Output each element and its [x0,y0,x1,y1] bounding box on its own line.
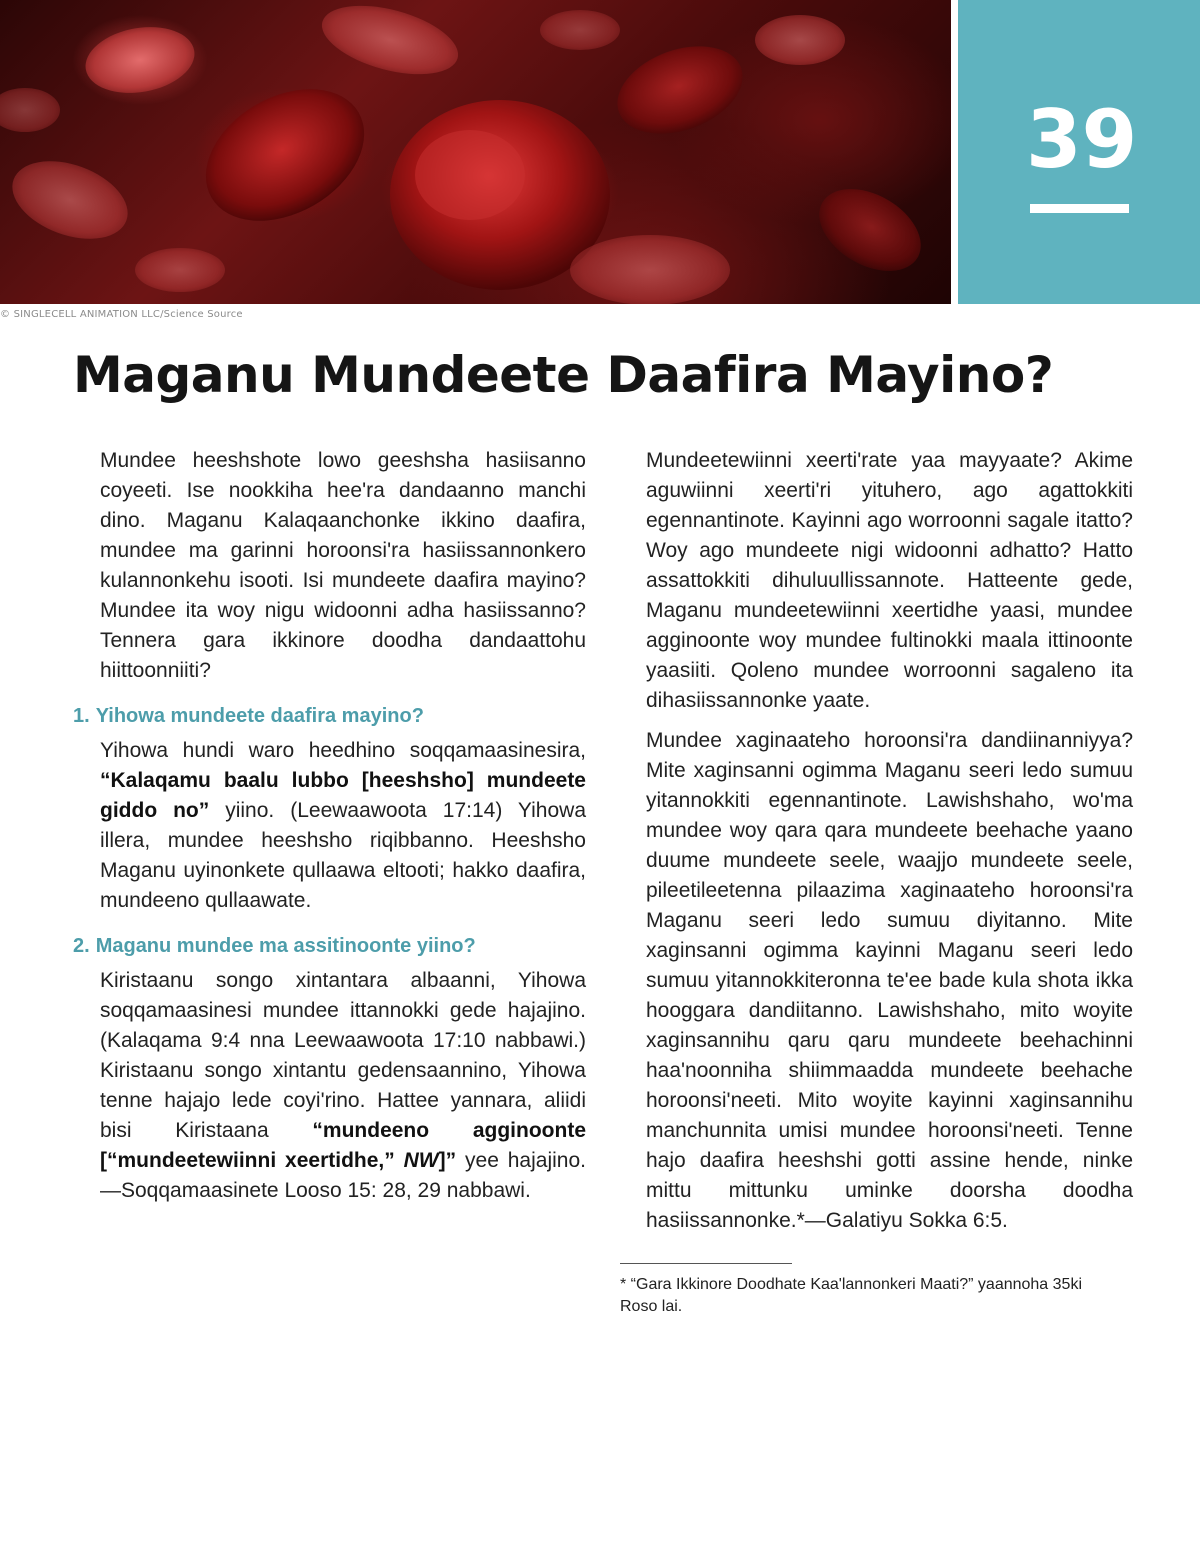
question-text: Yihowa mundeete daafira mayino? [95,705,424,727]
bold-quote: “mundeeno agginoonte [“mundeetewiinni xeertidhe,” [100,1119,587,1172]
bold-quote: “Kalaqamu baalu lubbo [heeshsho] mundeete giddo no” [100,769,586,822]
question-number: 1. [73,705,90,727]
footnote: * “Gara Ikkinore Doodhate Kaa'lannonkeri Maati?” yaannoha 35ki Roso lai. [620,1276,1082,1315]
answer-2-paragraph [100,966,586,1206]
nw-abbrev: NW [403,1149,439,1172]
photo-credit: © SINGLECELL ANIMATION LLC/Science Source [0,309,243,320]
left-column [73,446,586,1206]
red-blood-cells-image [0,0,951,304]
question-text: Maganu mundee ma assitinoonte yiino? [95,935,476,957]
body-paragraph: Mundee xaginaateho horoonsi'ra dandiinanniyya? Mite xaginsanni ogimma Maganu seeri ledo sumuu yitannokkiti egennantinote. Lawishshaho, wo'ma mundee woy qara qara mundeete beehache yaano duume mundeete seele, waajjo mundeete seele, pileetileetenna pilaazima xaginaateho horoonsi'ra Maganu seeri ledo sumuu diyitanno. Mite xaginsanni ogimma kayinni Maganu seeri ledo sumuu yitannokkiteronna te'ee bade kula shota ikka hooggara dandiitanno. Lawishshaho, mito woyite xaginsannihu qaru qaru mundeete beehachinni haa'noonniha shiimmaadda mundeete beehache horoonsi'neeti. Mito woyite kayinni xaginsannihu manchunnita umisi mundee horoonsi'neeti. Tenne hajo daafira heeshshi gotti assine hende, ninke mittu mittunku uminke doorsha doodha hasiissannonke.*—Galatiyu Sokka 6:5. [646,729,1133,1232]
body-paragraph: Mundeetewiinni xeerti'rate yaa mayyaate? Akime aguwiinni xeerti'ri yituhero, ago agattokkiti egennantinote. Kayinni ago worroonni sagale itatto? Woy ago mundeete nigi widoonni adhatto? Hatto assattokkiti dihuluullissannote. Hatteente gede, Maganu mundeetewiinni xeertidhe yaasi, mundee agginoonte woy mundee fultinokki maala ittinoonte yaasiiti. Qoleno mundee worroonni sagaleno ita dihasiissannonke yaate. [646,449,1133,712]
question-2 [73,932,586,960]
answer-text: yee hajajino.—Soqqamaasinete Looso 15: 28, 29 nabbawi. [100,1149,586,1202]
right-column [646,446,1133,1236]
page-title: Maganu Mundeete Daafira Mayino? [73,346,1054,404]
chapter-underline [1030,204,1129,213]
answer-1-paragraph [100,736,586,916]
chapter-number: 39 [1026,93,1138,186]
question-number: 2. [73,935,90,957]
question-1 [73,702,586,730]
answer-text: Yihowa hundi waro heedhino soqqamaasinesira, [100,739,586,762]
blood-cells-illustration [0,0,951,304]
bold-quote-close: ]” [438,1149,457,1172]
answer-text: Kiristaanu songo xintantara albaanni, Yihowa soqqamaasinesi mundee ittannokki gede hajajino. (Kalaqama 9:4 nna Leewaawoota 17:10 nabbawi.) Kiristaanu songo xintantu gedensaannino, Yihowa tenne hajajo lede coyi'rino. Hattee yannara, aliidi bisi Kiristaana [100,969,586,1142]
footnote-divider [620,1263,792,1264]
intro-paragraph: Mundee heeshshote lowo geeshsha hasiisanno coyeeti. Ise nookkiha hee'ra dandaanno manchi dino. Maganu Kalaqaanchonke ikkino daafira, mundee ma garinni horoonsi'ra hasiissannonkero kulannonkehu isooti. Isi mundeete daafira mayino? Mundee ita woy nigu widoonni adha hasiissanno? Tennera gara ikkinore doodha dandaattohu hiittoonniiti? [100,449,586,682]
answer-text: yiino. (Leewaawoota 17:14) Yihowa illera, mundee heeshsho riqibbanno. Heeshsho Maganu uyinonkete qullaawa eltooti; hakko daafira, mundeeno qullaawate. [100,799,586,912]
